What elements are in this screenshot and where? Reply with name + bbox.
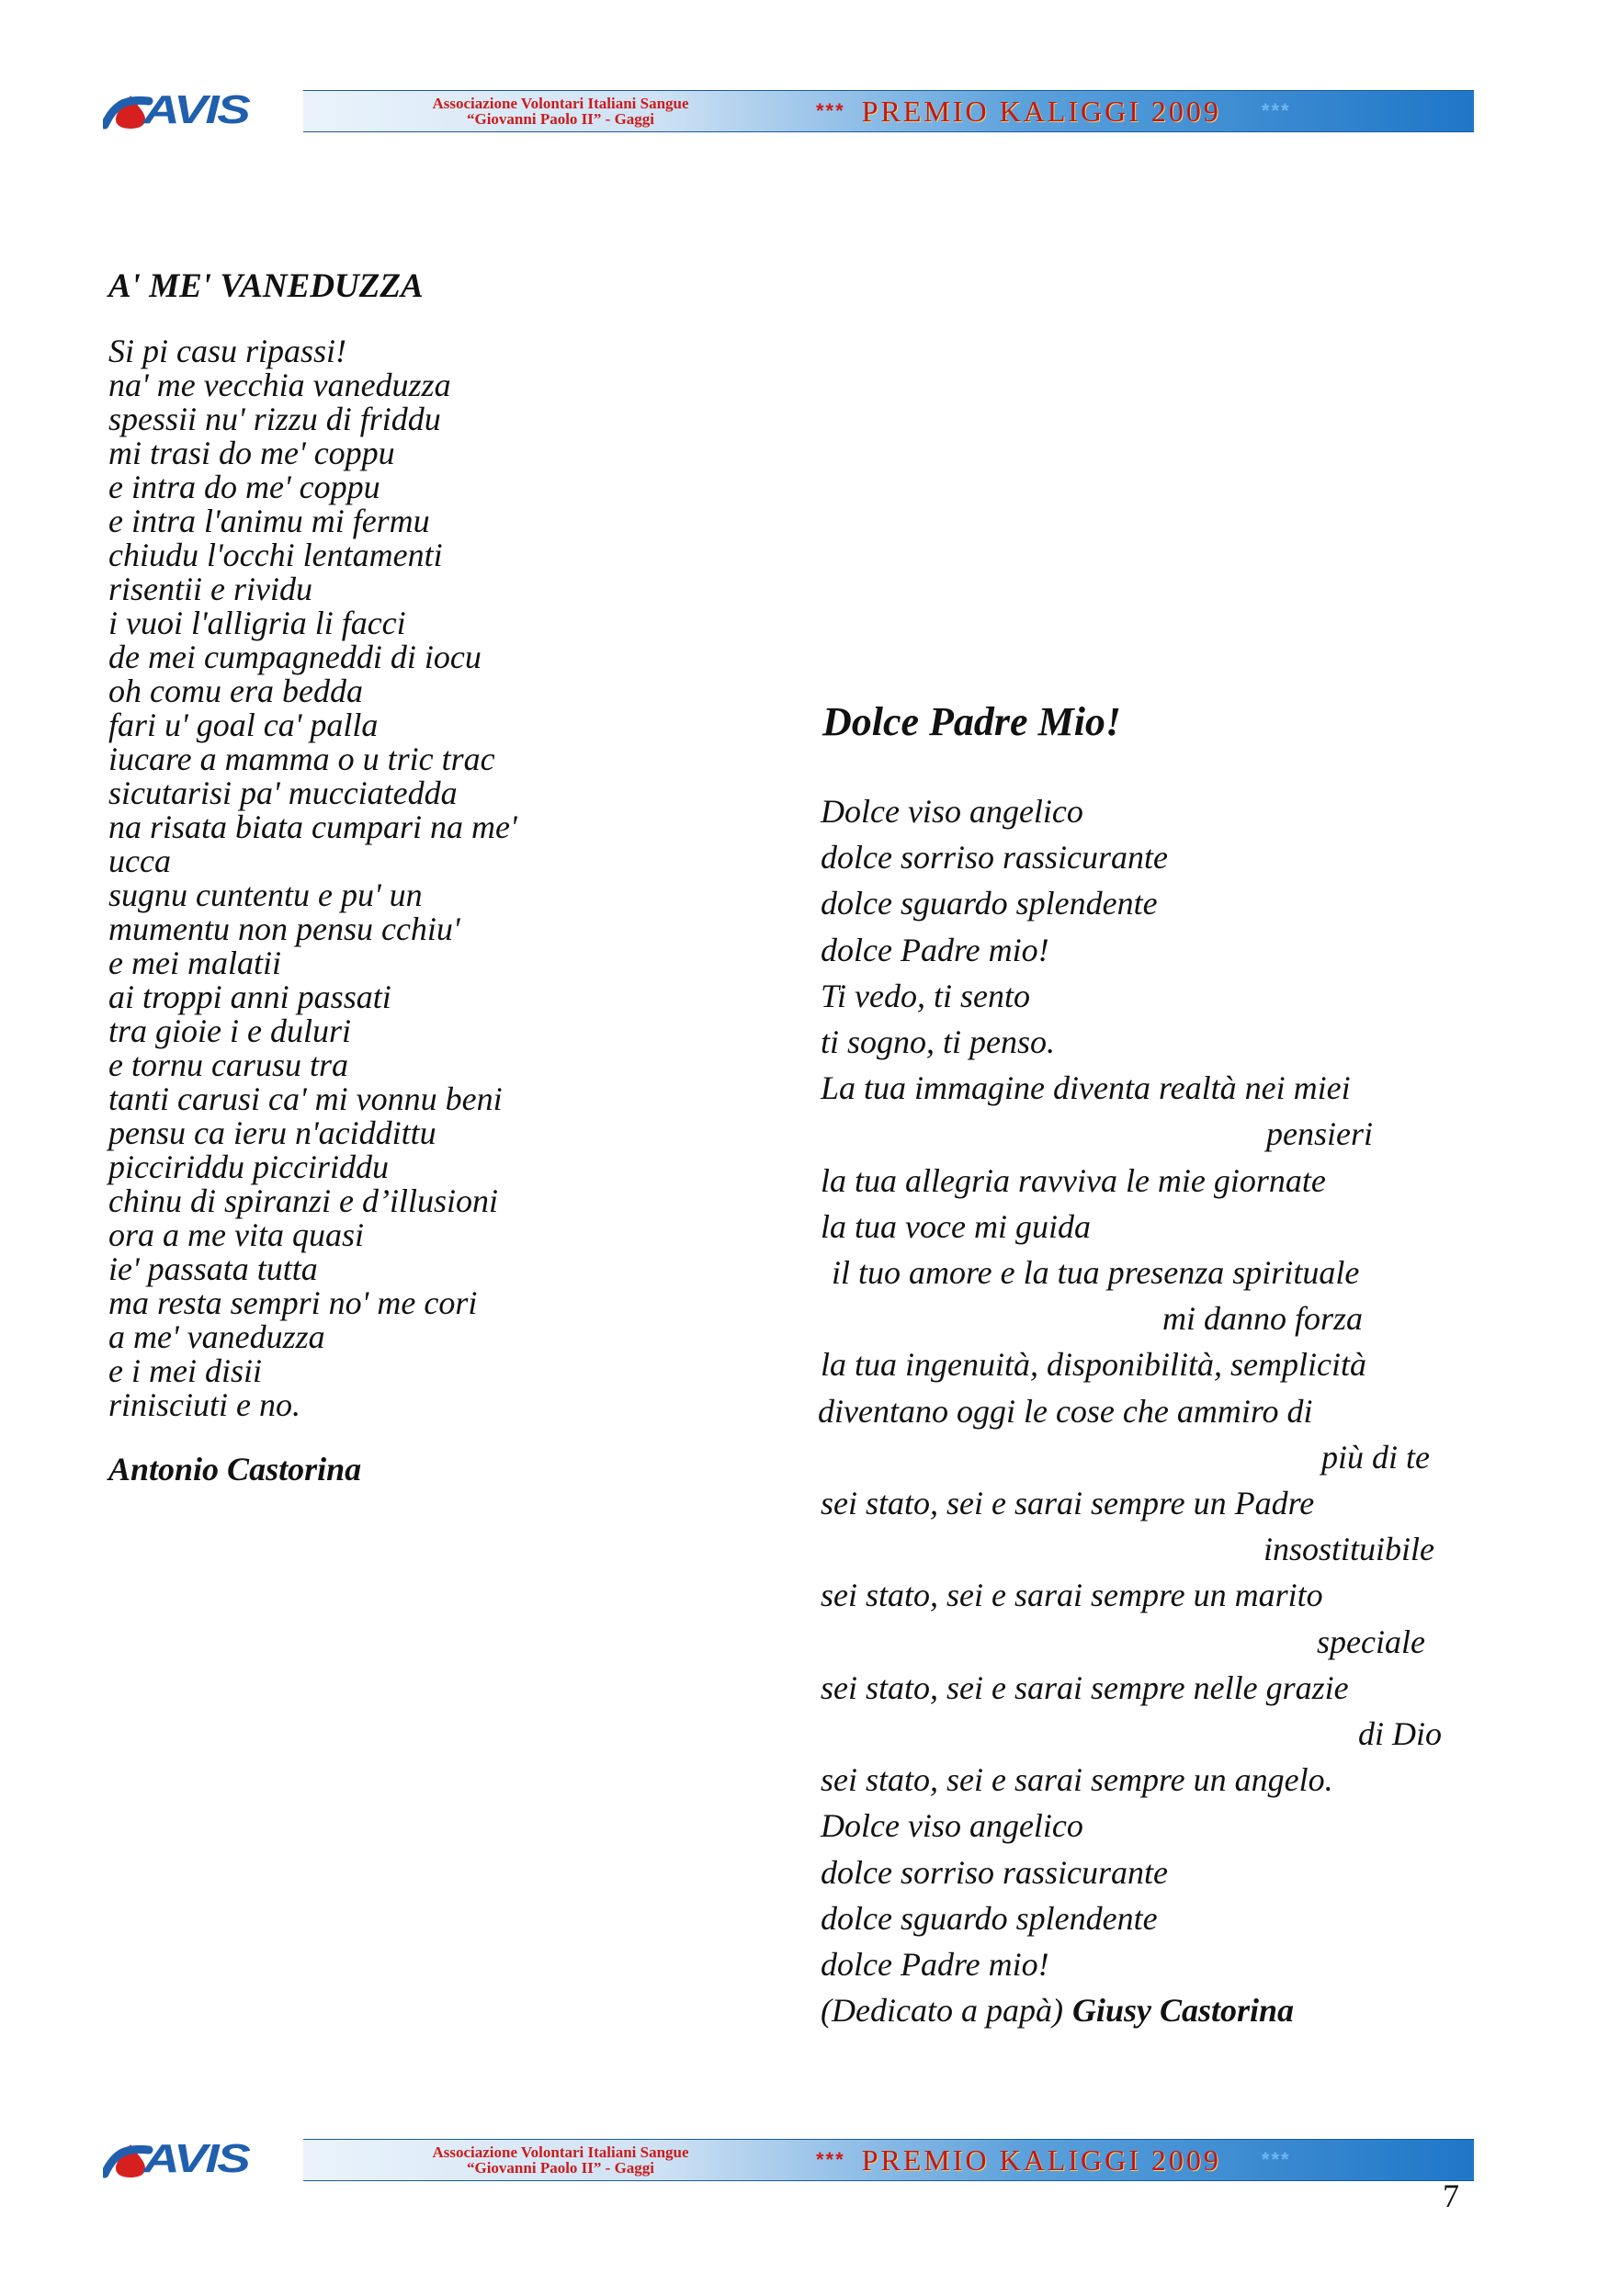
page-number: 7 <box>1443 2177 1459 2214</box>
poem-line: e i mei disii <box>108 1352 262 1389</box>
poem-line: la tua allegria ravviva le mie giornate <box>821 1161 1326 1199</box>
stars-left: *** <box>816 99 845 122</box>
poem-line: mi danno forza <box>1162 1300 1364 1338</box>
association-line-2: “Giovanni Paolo II” - Gaggi <box>466 2159 655 2177</box>
poem-line: pensu ca ieru n'aciddittu <box>108 1114 436 1151</box>
poem-line: Dolce viso angelico <box>821 1807 1083 1845</box>
logo-text: AVIS <box>143 2136 249 2181</box>
poem-line: tra gioie i e duluri <box>108 1012 351 1049</box>
poem-line: dolce sguardo splendente <box>821 885 1158 922</box>
poem-line: a me' vaneduzza <box>108 1318 325 1355</box>
poem-author: Giusy Castorina <box>1071 1992 1295 2030</box>
poem-dolce-padre-mio <box>818 698 1482 2033</box>
poem-line: Dolce viso angelico <box>821 793 1083 830</box>
poem-line: sei stato, sei e sarai sempre un angelo. <box>821 1761 1333 1799</box>
poem-line: Ti vedo, ti sento <box>821 977 1030 1014</box>
poem-line: ie' passata tutta <box>108 1250 318 1287</box>
poem-line: e intra l'animu mi fermu <box>108 503 430 539</box>
poem-line: sei stato, sei e sarai sempre un Padre <box>821 1485 1315 1522</box>
association-line-1: Associazione Volontari Italiani Sangue <box>432 2143 689 2161</box>
poem-line: rinisciuti e no. <box>108 1386 300 1423</box>
poem-line: e tornu carusu tra <box>108 1046 348 1083</box>
association-name <box>303 2144 809 2176</box>
header-banner <box>103 87 1474 132</box>
poem-line: pensieri <box>1266 1115 1373 1153</box>
poem-line: insostituibile <box>1263 1531 1435 1568</box>
poem-lines <box>818 788 1482 1987</box>
poem-lines <box>108 334 697 1422</box>
poem-line: mumentu non pensu cchiu' <box>108 910 460 947</box>
poem-line: iucare a mamma o u tric trac <box>108 741 495 777</box>
stars-left: *** <box>816 2148 845 2171</box>
poem-author: Antonio Castorina <box>108 1451 362 1487</box>
poem-line: sugnu cuntentu e pu' un <box>108 877 423 913</box>
poem-line: il tuo amore e la tua presenza spirituale <box>832 1254 1360 1292</box>
poem-signoff <box>821 1987 1482 2033</box>
poem-line: La tua immagine diventa realtà nei miei <box>821 1069 1351 1107</box>
poem-title: A' ME' VANEDUZZA <box>108 267 424 305</box>
avis-logo <box>103 2136 303 2181</box>
poem-line: diventano oggi le cose che ammiro di <box>818 1392 1313 1430</box>
poem-line: picciriddu picciriddu <box>108 1148 389 1185</box>
stars-right: *** <box>1261 2148 1291 2171</box>
footer-banner <box>103 2136 1474 2181</box>
poem-line: fari u' goal ca' palla <box>108 707 379 743</box>
poem-line: dolce sguardo splendente <box>821 1899 1158 1937</box>
header-band <box>303 90 1474 132</box>
poem-a-me-vaneduzza <box>108 266 697 1487</box>
poem-line: spessii nu' rizzu di friddu <box>108 401 441 437</box>
logo-text: AVIS <box>143 87 249 132</box>
poem-line: Si pi casu ripassi! <box>108 333 347 369</box>
poem-line: ma resta sempri no' me cori <box>108 1284 478 1321</box>
poem-line: ti sogno, ti penso. <box>821 1024 1056 1061</box>
poem-line: sicutarisi pa' mucciatedda <box>108 775 458 811</box>
poem-line: na risata biata cumpari na me' <box>108 809 517 845</box>
association-name <box>303 96 809 127</box>
poem-line: de mei cumpagneddi di iocu <box>108 639 482 675</box>
poem-line: risentii e rividu <box>108 571 312 607</box>
poem-line: dolce sorriso rassicurante <box>821 839 1168 877</box>
poem-line: na' me vecchia vaneduzza <box>108 367 451 403</box>
poem-line: i vuoi l'alligria li facci <box>108 605 406 641</box>
poem-line: chinu di spiranzi e d’illusioni <box>108 1182 499 1219</box>
premio-title: PREMIO KALIGGI 2009 <box>861 2143 1221 2177</box>
poem-line: e mei malatii <box>108 944 281 981</box>
poem-line: ai troppi anni passati <box>108 978 391 1015</box>
poem-line: dolce Padre mio! <box>821 931 1049 968</box>
poem-line: sei stato, sei e sarai sempre nelle grazie <box>821 1668 1349 1706</box>
poem-title: Dolce Padre Mio! <box>822 699 1122 744</box>
poem-line: oh comu era bedda <box>108 673 363 709</box>
association-line-2: “Giovanni Paolo II” - Gaggi <box>466 110 655 128</box>
poem-line: sei stato, sei e sarai sempre un marito <box>821 1577 1323 1614</box>
avis-logo <box>103 87 303 132</box>
poem-line: ora a me vita quasi <box>108 1216 364 1253</box>
dedication: (Dedicato a papà) <box>821 1992 1063 2030</box>
poem-line: dolce Padre mio! <box>821 1946 1049 1984</box>
poem-line: dolce sorriso rassicurante <box>821 1853 1168 1891</box>
poem-line: mi trasi do me' coppu <box>108 435 395 471</box>
poem-line: ucca <box>108 843 171 879</box>
premio-title: PREMIO KALIGGI 2009 <box>861 94 1221 128</box>
poem-line: di Dio <box>1358 1715 1443 1753</box>
poem-line: la tua voce mi guida <box>821 1207 1091 1245</box>
association-line-1: Associazione Volontari Italiani Sangue <box>432 95 689 112</box>
stars-right: *** <box>1261 99 1291 122</box>
poem-line: più di te <box>1321 1438 1430 1476</box>
footer-band <box>303 2139 1474 2181</box>
poem-line: tanti carusi ca' mi vonnu beni <box>108 1080 503 1117</box>
poem-line: chiudu l'occhi lentamenti <box>108 537 443 573</box>
poem-line: la tua ingenuità, disponibilità, semplicità <box>821 1346 1366 1384</box>
poem-line: e intra do me' coppu <box>108 469 380 505</box>
poem-line: speciale <box>1317 1623 1425 1660</box>
